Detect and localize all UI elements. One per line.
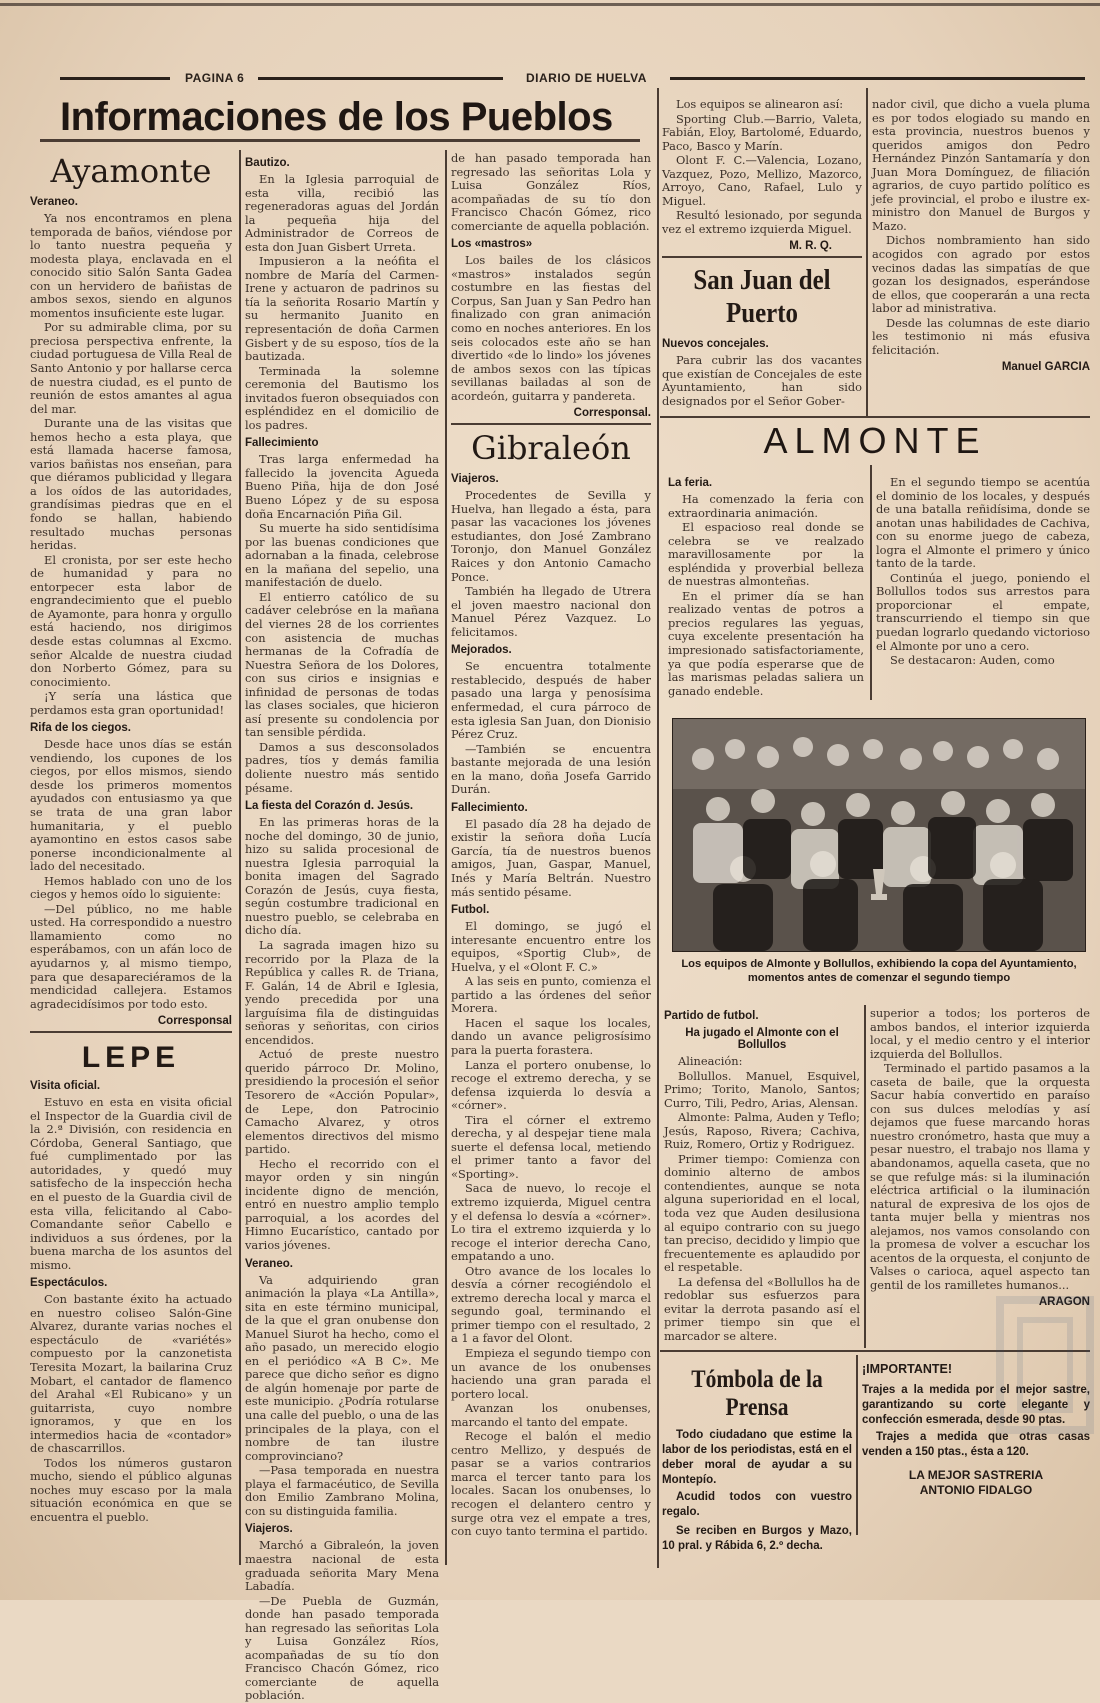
article-paragraph: Terminada la solemne ceremonia del Bautismo los invitados fueron obsequiados con espléndidez en el domicilio de los padres.	[245, 363, 439, 432]
article-paragraph: Se destacaron: Auden, como	[890, 653, 1055, 668]
subheading: Bautizo.	[245, 157, 290, 169]
article-paragraph: El cronista, por ser este hecho de humanidad y para no entorpecer esta labor de engrandecimiento que el pueblo de Ayamonte, para honra y orgullo está haciendo, nos dirigimos desde estas columnas al Excmo. señor Alcalde de nuestra ciudad don Norberto Gómez, para su conocimiento.	[30, 552, 232, 689]
town-heading-san-juan-del-puerto: San Juan del Puerto	[693, 263, 831, 329]
ad-text: Acudid todos con vuestro regalo.	[662, 1491, 852, 1518]
article-paragraph: Recoge el balón el medio centro Mellizo, y después de pasar se a varios contrarios marca el tercer tanto para los locales. Sacan los onubenses, lo recogen el delantero centro y surge otra vez el empate a tres, con cuyo tanto termina el partido.	[451, 1429, 651, 1539]
article-paragraph: Va adquiriendo gran animación la playa «La Antilla», sita en este término municipal, de la que el gran onubense don Manuel Siurot ha hecho, como el año pasado, un merecido elogio en el periódico «A B C». Me parece que dicho señor es digno de algún homenaje por parte de este municipio. ¿Podría rotularse una calle del pueblo, o una de las principales de la playa, con el nombre de tan ilustre comprovinciano?	[245, 1272, 439, 1463]
subheading: Mejorados.	[451, 644, 512, 657]
header-rule-left	[60, 77, 170, 80]
column-rule	[239, 150, 241, 1565]
article-paragraph: Hecho el recorrido con el mayor orden y sin ningún incidente digno de mención, entró en nuestro amplio templo parroquial, a los acordes del Himno Eucarístico, cantado por varios jóvenes.	[245, 1156, 439, 1253]
article-paragraph: Primer tiempo: Comienza con dominio alterno de ambos contendientes, aunque se nota alguna superioridad en el local, toda vez que Auden desilusiona al equipo contrario con su juego tan preciso, decidido y limpio que frecuentemente es aplaudido por el respetable.	[664, 1151, 860, 1275]
ad-tombola	[662, 1358, 852, 1552]
subheading: Espectáculos.	[30, 1277, 108, 1290]
almonte-top-rule	[660, 416, 1090, 418]
newspaper-name: DIARIO DE HUELVA	[526, 71, 647, 85]
archive-watermark	[990, 1290, 1100, 1440]
article-paragraph: A las seis en punto, comienza el partido a las órdenes del señor Morera.	[451, 974, 651, 1016]
article-separator	[662, 256, 862, 258]
article-paragraph: Tras larga enfermedad ha fallecido la jovencita Agueda Bueno Piña, hija de don José Bueno López y de su esposa doña Encarnación Piña Gil.	[245, 452, 439, 521]
subheading: Futbol.	[451, 904, 490, 917]
article-paragraph: Para cubrir las dos vacantes que existían de Concejales de este Ayuntamiento, han sido designados por el Señor Gober-	[662, 352, 862, 408]
article-paragraph: Avanzan los onubenses, marcando el tanto del empate.	[451, 1401, 651, 1429]
ad-signature: LA MEJOR SASTRERIA	[908, 1468, 1044, 1482]
subheading: Ha jugado el Almonte con el Bollullos	[685, 1027, 839, 1051]
article-paragraph: Por su admirable clima, por su preciosa perspectiva enfrente, la ciudad portuguesa de Villa Real de Santo Antonio y por hallarse cerca de nuestra ciudad, es el punto de reunión de estos amantes al agua del mar.	[30, 320, 232, 416]
town-heading-lepe: LEPE	[81, 1041, 181, 1075]
ad-sastreria-heading: ¡IMPORTANTE!	[862, 1362, 953, 1376]
article-paragraph: El entierro católico de su cadáver celebróse en la mañana del viernes 28 de los corrientes con asistencia de muchas hermanas de la Cofradía de Nuestra Señora de los Dolores, con sus cirios e insignias e infinidad de personas de todas las clases sociales, que hicieron así presente su condolencia por tan sensible pérdida.	[245, 589, 439, 740]
article-paragraph: Bollullos. Manuel, Esquivel, Primo; Torito, Manolo, Santos; Curro, Tili, Pedro, Arias, Alensan.	[664, 1068, 860, 1110]
ad-text: Trajes a la medida por el mejor sastre, garantizando su corte elegante y confección esmerada, desde 90 ptas.	[862, 1384, 1090, 1426]
column-rule	[657, 88, 659, 1568]
byline: Corresponsal.	[573, 407, 651, 420]
subheading: La feria.	[668, 477, 713, 489]
article-paragraph: Hacen el saque los locales, dando un avance peligrosísimo para la puerta forastera.	[451, 1015, 651, 1057]
article-paragraph: Olont F. C.—Valencia, Lozano, Vazquez, Pozo, Mellizo, Mazorco, Arroyo, Cano, Rafael, Lulo y Miguel.	[662, 153, 862, 208]
team-photo-illustration	[673, 719, 1085, 951]
article-paragraph: —También se encuentra bastante mejorada de una lesión en la mano, doña Josefa Garrido Durán.	[451, 741, 651, 797]
column-gibraleon	[451, 152, 651, 1572]
header-rule-mid	[258, 77, 503, 80]
article-paragraph: La defensa del «Bollullos ha de redoblar sus esfuerzos para evitar la derrota pasando así el primer tiempo sin que el marcador se altere.	[664, 1274, 860, 1343]
article-paragraph: Terminado el partido pasamos a la caseta de baile, que la orquesta Sacur había convertido en paraíso con sus dulces melodías y así dejamos que fuese marcando horas nuestro cronómetro, hasta que muy a pesar nuestro, el trabajo nos llama y abandonamos, aquella caseta, que no se que refulge más: si la iluminación eléctrica artificial o la iluminación natural de expresiva de los ojos de tanta mujer bella y mientras nos alejamos, nos vamos consolando con la promesa de volver a escuchar los acentos de la orquesta, el conjunto de Valses o carioca, aquel aspecto tan gentil de los ramilletes humanos...	[870, 1061, 1090, 1292]
ad-text: Se reciben en Burgos y Mazo, 10 pral. y Rábida 6, 2.º decha.	[662, 1525, 852, 1552]
article-separator	[451, 423, 651, 425]
article-paragraph: El espacioso real donde se celebra se ve realzado maravillosamente por la espléndida y proverbial belleza de nuestras almonteñas.	[668, 520, 864, 589]
article-paragraph: También ha llegado de Utrera el joven maestro nacional don Manuel Pérez Vazquez. Lo felicitamos.	[451, 584, 651, 639]
article-paragraph: Resultó lesionado, por segunda vez el extremo izquierda Miguel.	[662, 208, 862, 236]
article-paragraph: nador civil, que dicho a vuela pluma es por todos elogiado su mando en esta provincia, nuestros buenos y queridos amigos don Pedro Hernández Pinzón Santamaría y don Juan Mora Domínguez, de filiación agrarios, de cuyo partido político es jefe provincial, el probo e ilustre ex-ministro don Manuel de Burgos y Mazo.	[872, 97, 1090, 233]
article-paragraph: Saca de nuevo, lo recoje el extremo izquierda, Miguel centra y el defensa lo desvía a «córner». Lo tira el extremo izquierda y lo recoge el interior derecha Cano, empatando a uno.	[451, 1181, 651, 1264]
column-rule	[870, 465, 872, 700]
subheading: Nuevos concejales.	[662, 337, 769, 350]
article-paragraph: Almonte: Palma, Auden y Teflo; Jesús, Raposo, Rivera; Cachiva, Ruiz, Romero, Ortiz y Rodriguez.	[664, 1110, 860, 1152]
title-underline	[40, 139, 640, 142]
subheading: Fallecimiento	[245, 437, 319, 450]
article-paragraph: Los bailes de los clásicos «mastros» instalados según costumbre en las fiestas del Corpus, San Juan y San Pedro han finalizado con gran animación como en noches anteriores. En los seis colocados este año se han divertido «de lo lindo» los jóvenes de ambos sexos con las típicas sevillanas bailadas al son de acordeón, guitarra y pandereta.	[451, 253, 651, 403]
article-paragraph: Se encuentra totalmente restablecido, después de haber pasado una larga y penosísima enfermedad, el cura párroco de esta iglesia San Juan, don Dionisio Pérez Cruz.	[451, 659, 651, 742]
article-paragraph: Desde hace unos días se están vendiendo, los cupones de los ciegos, por ellos mismos, siendo desde los primeros momentos ayudados con entusiasmo ya que se trata de una gran labor humanitaria, y el pueblo ayamontino en estos casos sabe ponerse incondicionalmente al lado del necesitado.	[30, 737, 232, 874]
byline: Corresponsal	[157, 1015, 232, 1028]
article-paragraph: Los equipos se alinearon así:	[676, 97, 844, 111]
subheading: Los «mastros»	[451, 238, 533, 251]
almonte-match-report	[664, 1005, 860, 1350]
article-paragraph: En el segundo tiempo se acentúa el dominio de los locales, y después de una batalla reñidísima, donde se anotan unas habilidades de Cachiva, con su enorme juego de cabeza, logra el Almonte el primero y único tanto de la tarde.	[876, 475, 1090, 571]
article-paragraph: El domingo, se jugó el interesante encuentro entre los equipos, «Sportig Club», de Huelva, y el «Olont F. C.»	[451, 919, 651, 974]
subheading: Viajeros.	[245, 1523, 293, 1536]
town-heading-gibraleon: Gibraleón	[471, 429, 631, 468]
article-paragraph: Hemos hablado con uno de los ciegos y hemos oído lo siguiente:	[30, 873, 232, 902]
article-paragraph: Alineación:	[678, 1054, 743, 1068]
article-separator	[30, 1031, 232, 1033]
article-paragraph: Durante una de las visitas que hemos hecho a esta playa, que está llamada hacerse famosa, varios bañistas nos enseñan, para que diéramos publicidad y llegara a los oídos de las autoridades, grandísimas piedras que en el fondo se hallan, habiendo resultado muchas personas heridas.	[30, 416, 232, 553]
subheading: Veraneo.	[30, 196, 78, 208]
column-rule	[866, 88, 868, 418]
article-paragraph: —Del público, no me hable usted. Ha correspondido a nuestro llamamiento como no esperábamos, con un afán loco de ayudarnos y, al mismo tiempo, para que desapareciéramos de la mendicidad callejera. Estamos agradecidísimos por todo esto.	[30, 901, 232, 1011]
column-rule	[864, 1005, 866, 1348]
article-paragraph: Lanza el portero onubense, lo recoge el extremo derecha, y se defensa izquierda lo desvía a «córner».	[451, 1057, 651, 1113]
subheading: Fallecimiento.	[451, 801, 528, 814]
almonte-match-cont	[876, 476, 1090, 716]
article-paragraph: Otro avance de los locales lo desvía a córner recogiéndolo el extremo derecha local y marca el segundo goal, terminando el primer tiempo con el resultado, 2 a 1 a favor del Olont.	[451, 1263, 651, 1346]
ad-text: Todo ciudadano que estime la labor de los periodistas, está en el deber moral de ayudar a su Montepío.	[662, 1429, 852, 1486]
article-paragraph: En las primeras horas de la noche del domingo, 30 de junio, hizo su salida procesional de nuestra Iglesia parroquial la bonita imagen del Sagrado Corazón de Jesús, cuya fiesta, según costumbre tradicional en nuestro pueblo, se celebraba en dicho día.	[245, 815, 439, 938]
town-heading-ayamonte: Ayamonte	[50, 152, 212, 190]
article-paragraph: El pasado día 28 ha dejado de existir la señora doña Lucía García, tía de nuestros buenos amigos, Juan, Gaspar, Manuel, Inés y María Beltrán. Nuestro más sentido pésame.	[451, 816, 651, 899]
article-paragraph: Empieza el segundo tiempo con un avance de los onubenses haciendo una gran parada el portero local.	[451, 1346, 651, 1401]
article-paragraph: Ya nos encontramos en plena temporada de baños, viéndose por lo tanto nuestra pequeña y modesta playa, enclavada en el conocido sitio Salón Santa Gadea con un hervidero de bañistas de ambos sexos, siendo en algunos momentos insuficiente este lugar.	[30, 211, 232, 320]
subheading: Partido de futbol.	[664, 1010, 759, 1022]
photo-caption: Los equipos de Almonte y Bollullos, exhibiendo la copa del Ayuntamiento, momentos antes de comenzar el segundo tiempo	[681, 958, 1077, 984]
article-paragraph: Actuó de preste nuestro querido párroco Dr. Molino, presidiendo la procesión el señor Tesorero de «Acción Popular», de Lepe, don Patrocinio Camacho Alvarez, y otros elementos directivos del mismo partido.	[245, 1047, 439, 1157]
article-paragraph: Impusieron a la neófita el nombre de María del Carmen-Irene y actuaron de padrinos su tía la señorita Rosario Martín y su hermanito Juanito en representación de doña Carmen Gisbert y de su esposo, tíos de la bautizada.	[245, 254, 439, 364]
column-sanjuan	[662, 98, 862, 416]
article-paragraph: Damos a sus desconsolados padres, tíos y demás familia doliente nuestro más sentido pésame.	[245, 739, 439, 795]
article-paragraph: —Pasa temporada en nuestra playa el farmacéutico, de Sevilla don Emilio Zambrano Molina, con su distinguida familia.	[245, 1463, 439, 1518]
header-rule-right	[670, 77, 1085, 80]
article-paragraph: Su muerte ha sido sentidísima por las buenas condiciones que adornaban a la finada, celebrose en la mañana del sepelio, una manifestación de duelo.	[245, 521, 439, 590]
column-sanjuan-cont	[872, 98, 1090, 416]
article-paragraph: Marchó a Gibraleón, la joven maestra nacional de esta graduada señorita Mary Mena Labadía.	[245, 1538, 439, 1594]
almonte-feria	[668, 472, 864, 712]
ad-signature: ANTONIO FIDALGO	[919, 1483, 1033, 1497]
top-edge-rule	[0, 3, 1100, 6]
article-paragraph: Desde las columnas de este diario les testimonio ni más efusiva felicitación.	[872, 315, 1090, 357]
article-paragraph: Tira el córner el extremo derecha, y al despejar tiene mala suerte el defensa local, metiendo el primer tanto a favor del «Sporting».	[451, 1112, 651, 1181]
byline: M. R. Q.	[789, 240, 832, 253]
subheading: Visita oficial.	[30, 1080, 101, 1093]
subheading: La fiesta del Corazón d. Jesús.	[245, 800, 414, 813]
article-paragraph: Con bastante éxito ha actuado en nuestro coliseo Salón-Gine Alvarez, durante varias noches el espectáculo de «variétés» compuesto por la canzonetista Teresita Mozart, la bailarina Cruz Mobart, el cantador de flamenco del Arahal «El Rubicano» y un guitarrista, cuyo nombre ignoramos, y que en los intermedios hacia de «contador» de chascarrillos.	[30, 1292, 232, 1456]
article-paragraph: Sporting Club.—Barrio, Valeta, Fabián, Eloy, Bartolomé, Eduardo, Paco, Basco y Marín.	[662, 111, 862, 153]
article-paragraph: En el primer día se han realizado ventas de potros a precios regulares las yeguas, cuya excelente presentación ha impresionado satisfactoriamente, ya que podía esperarse que de las marismas peladas saliera un ganado endeble.	[668, 588, 864, 698]
article-paragraph: superior a todos; los porteros de ambos bandos, el interior izquierda local, y el medio centro y el interior izquierda del Bollullos.	[870, 1006, 1090, 1061]
article-paragraph: Continúa el juego, poniendo el Bollullos todos sus arrestos para proporcionar el empate, transcurriendo el tiempo sin que puedan lograrlo quedando victorioso el Almonte por uno a cero.	[876, 570, 1090, 653]
subheading: Rifa de los ciegos.	[30, 722, 131, 735]
article-paragraph: ¡Y sería una lástica que perdamos esta gran oportunidad!	[30, 689, 232, 717]
section-title: Informaciones de los Pueblos	[60, 95, 613, 139]
team-photo	[672, 718, 1086, 952]
column-ayamonte-lepe	[30, 150, 232, 1570]
article-paragraph: Procedentes de Sevilla y Huelva, han llegado a ésta, para pasar las vacaciones los jóvenes estudiantes, don José Zambrano Toronjo, don Manuel González Raices y don Antonio Camacho Ponce.	[451, 488, 651, 584]
article-paragraph: Todos los números gustaron mucho, siendo el público algunas noches muy escaso por la mala situación económica en que se encuentra el pueblo.	[30, 1455, 232, 1525]
subheading: Viajeros.	[451, 473, 499, 486]
ad-text: Trajes a medida que otras casas venden a 150 ptas., ésta a 120.	[862, 1431, 1090, 1458]
column-rule	[445, 150, 447, 1565]
byline: ARAGON	[1038, 1296, 1090, 1309]
article-paragraph: —De Puebla de Guzmán, donde han pasado temporada han regresado las señoritas Lola y Luisa González Ríos, acompañadas de su tío don Francisco Chacón Gómez, rico comerciante de aquella población.	[245, 1593, 439, 1703]
ad-tombola-title: Tómbola de la Prensa	[691, 1366, 823, 1421]
article-paragraph: Estuvo en esta en visita oficial el Inspector de la Guardia civil de la 2.ª División, con residencia en Córdoba, General Santiago, que fué cumplimentado por las autoridades, y quedó muy satisfecho de la inspección hecha en el puesto de la Guardia civil de esta villa, felicitando al Cabo-Comandante señor Cabello e individuos a sus órdenes, por la buena marcha de los asuntos del mismo.	[30, 1095, 232, 1272]
byline: Manuel GARCIA	[1001, 361, 1090, 374]
column-lepe-cont	[245, 152, 439, 1703]
article-paragraph: de han pasado temporada han regresado las señoritas Lola y Luisa González Ríos, acompañadas de su tío don Francisco Chacón Gómez, rico comerciante de aquella población.	[451, 151, 651, 233]
subheading: Veraneo.	[245, 1257, 293, 1270]
page-header	[60, 72, 1090, 86]
page-number: PAGINA 6	[185, 71, 245, 85]
ads-column-rule	[856, 1355, 858, 1535]
article-paragraph: Dichos nombramiento han sido acogidos con agrado por estos vecinos dadas las simpatías de que gozan los designados, esperándose de ellos, que cooperarán a una recta labor ad ministrativa.	[872, 233, 1090, 316]
article-paragraph: En la Iglesia parroquial de esta villa, recibió las regeneradoras aguas del Jordán la pequeña hija del Administrador de Correos de esta don Juan Gisbert Urreta.	[245, 172, 439, 254]
article-paragraph: Ha comenzado la feria con extraordinaria animación.	[668, 492, 864, 520]
town-heading-almonte: ALMONTE	[763, 420, 987, 461]
article-paragraph: La sagrada imagen hizo su recorrido por la Plaza de la República y calles R. de Triana, F. Galán, 14 de Abril e Iglesia, yendo precedida por una larguísima fila de distinguidas señoras y señoritas, con cirios encendidos.	[245, 937, 439, 1047]
